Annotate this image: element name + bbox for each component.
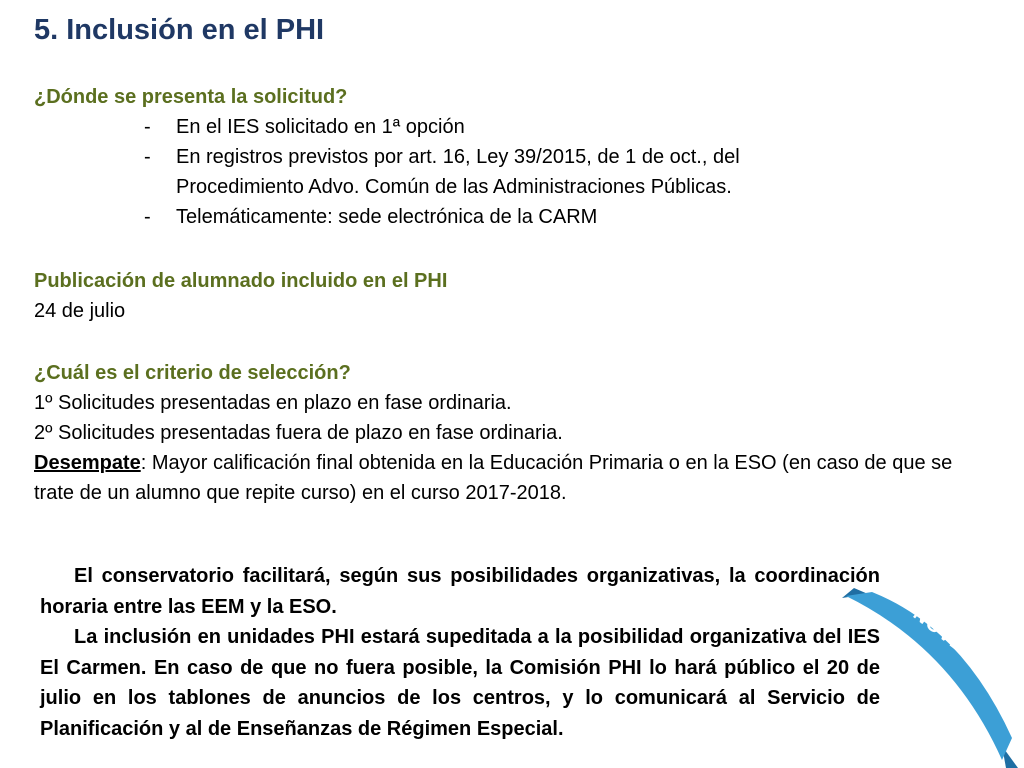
publication-heading: Publicación de alumnado incluido en el PHI [34,270,448,292]
page-title: 5. Inclusión en el PHI [34,14,325,46]
notice-box [40,561,880,744]
list-item [34,142,994,202]
list-item [34,112,994,142]
notice-paragraph-2: La inclusión en unidades PHI estará supeditada a la posibilidad organizativa del IES El Carmen. En caso de que no fuera posible, la Comisión PHI lo hará público el 20 de julio en los tablones de anuncios de los centros, y lo comunicará al Servicio de Planificación y al de Enseñanzas de Régimen Especial. [40,626,880,740]
criteria-line-1: 1º Solicitudes presentadas en plazo en fase ordinaria. [34,392,512,414]
list-item-text: Telemáticamente: sede electrónica de la CARM [176,206,598,228]
publication-section [34,266,994,326]
tiebreak-text: : Mayor calificación final obtenida en la Educación Primaria o en la ESO (en caso de que se trate de un alumno que repite curso) en el curso 2017-2018. [34,452,953,504]
location-list [34,112,994,232]
bullet-dash: - [144,146,151,168]
list-item [34,202,994,232]
novedad-ribbon [842,588,1024,768]
bullet-dash: - [144,206,151,228]
location-heading: ¿Dónde se presenta la solicitud? [34,86,348,108]
criteria-heading: ¿Cuál es el criterio de selección? [34,362,351,384]
ribbon-label: NOVEDAD [908,602,1007,686]
notice-paragraph-1: El conservatorio facilitará, según sus posibilidades organizativas, la coordinación horaria entre las EEM y la ESO. [40,565,880,618]
tiebreak-label: Desempate [34,452,141,474]
tiebreak-paragraph [34,448,990,508]
publication-date: 24 de julio [34,300,126,322]
criteria-section [34,358,990,508]
criteria-line-2: 2º Solicitudes presentadas fuera de plazo en fase ordinaria. [34,422,563,444]
bullet-dash: - [144,116,151,138]
list-item-text: En el IES solicitado en 1ª opción [176,116,465,138]
list-item-text: En registros previstos por art. 16, Ley 39/2015, de 1 de oct., del Procedimiento Advo. Común de las Administraciones Públicas. [176,146,740,198]
location-section [34,82,994,232]
